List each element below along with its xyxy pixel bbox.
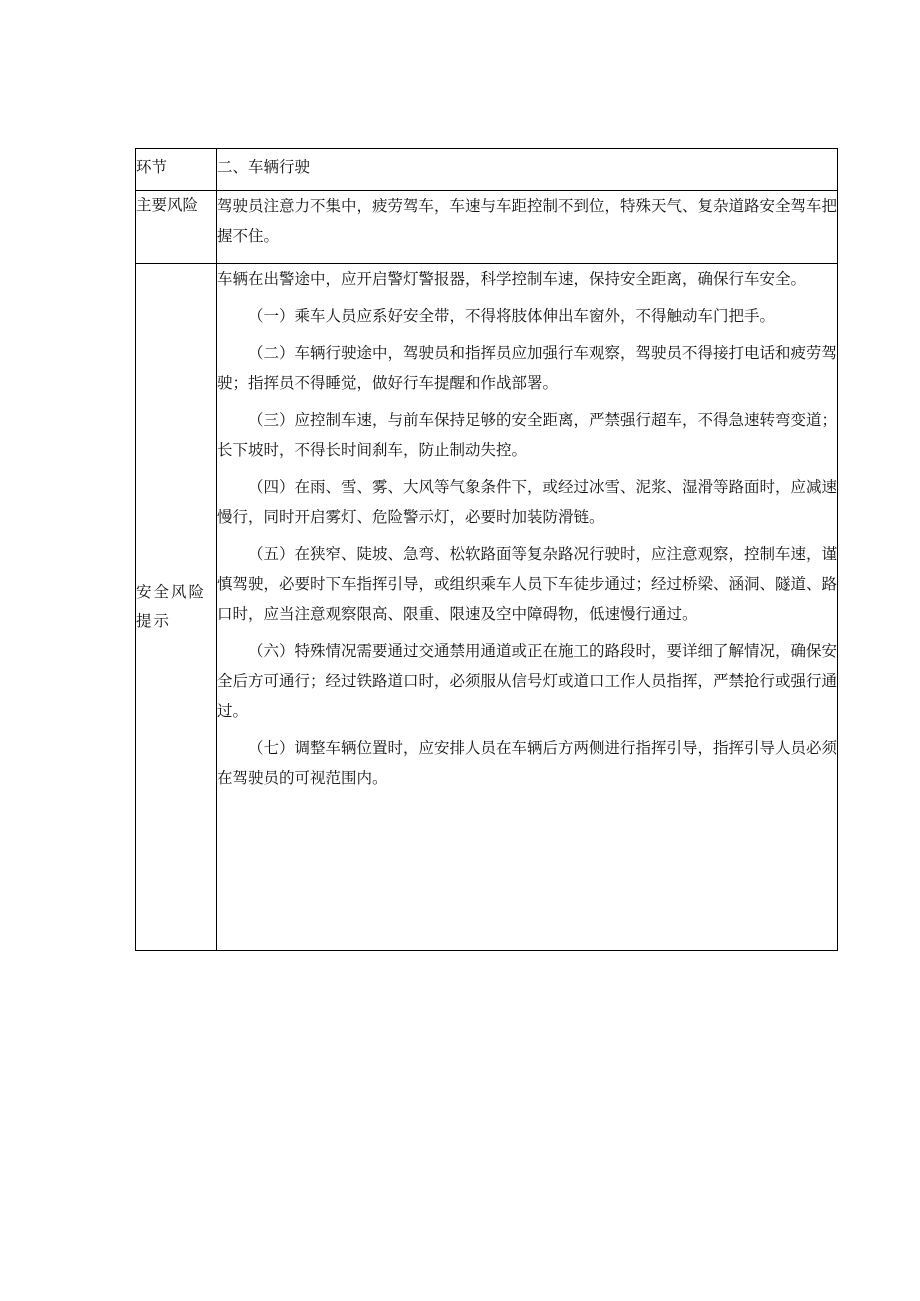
table-row-stage (136, 149, 838, 191)
safety-tip-item: （四）在雨、雪、雾、大风等气象条件下，或经过冰雪、泥浆、湿滑等路面时，应减速慢行，同时开启雾灯、危险警示灯，必要时加装防滑链。 (217, 478, 838, 526)
safety-tips-content (217, 264, 838, 951)
safety-tip-item: （六）特殊情况需要通过交通禁用通道或正在施工的路段时，要详细了解情况，确保安全后方可通行；经过铁路道口时，必须服从信号灯或道口工作人员指挥，严禁抢行或强行通过。 (217, 642, 838, 720)
safety-tips-label: 安全风险提示 (136, 264, 217, 951)
safety-tip-item: （一）乘车人员应系好安全带，不得将肢体伸出车窗外，不得触动车门把手。 (248, 307, 776, 325)
main-risk-text: 驾驶员注意力不集中，疲劳驾车，车速与车距控制不到位，特殊天气、复杂道路安全驾车把握不住。 (217, 191, 838, 264)
table-row-main-risk (136, 191, 838, 264)
risk-table (135, 148, 838, 951)
safety-tip-item: （二）车辆行驶途中，驾驶员和指挥员应加强行车观察，驾驶员不得接打电话和疲劳驾驶；指挥员不得睡觉，做好行车提醒和作战部署。 (217, 344, 838, 392)
main-risk-label: 主要风险 (136, 191, 217, 264)
safety-tip-item: （三）应控制车速，与前车保持足够的安全距离，严禁强行超车，不得急速转弯变道；长下坡时，不得长时间刹车，防止制动失控。 (217, 411, 838, 459)
safety-tips-intro: 车辆在出警途中，应开启警灯警报器，科学控制车速，保持安全距离，确保行车安全。 (217, 270, 807, 288)
safety-tip-item: （七）调整车辆位置时，应安排人员在车辆后方两侧进行指挥引导，指挥引导人员必须在驾驶员的可视范围内。 (217, 739, 838, 787)
safety-tip-item: （五）在狭窄、陡坡、急弯、松软路面等复杂路况行驶时，应注意观察，控制车速，谨慎驾驶，必要时下车指挥引导，或组织乘车人员下车徒步通过；经过桥梁、涵洞、隧道、路口时，应当注意观察限高、限重、限速及空中障碍物，低速慢行通过。 (217, 545, 838, 623)
stage-value: 二、车辆行驶 (217, 149, 838, 191)
stage-label: 环节 (136, 149, 217, 191)
table-row-safety-tips (136, 264, 838, 951)
